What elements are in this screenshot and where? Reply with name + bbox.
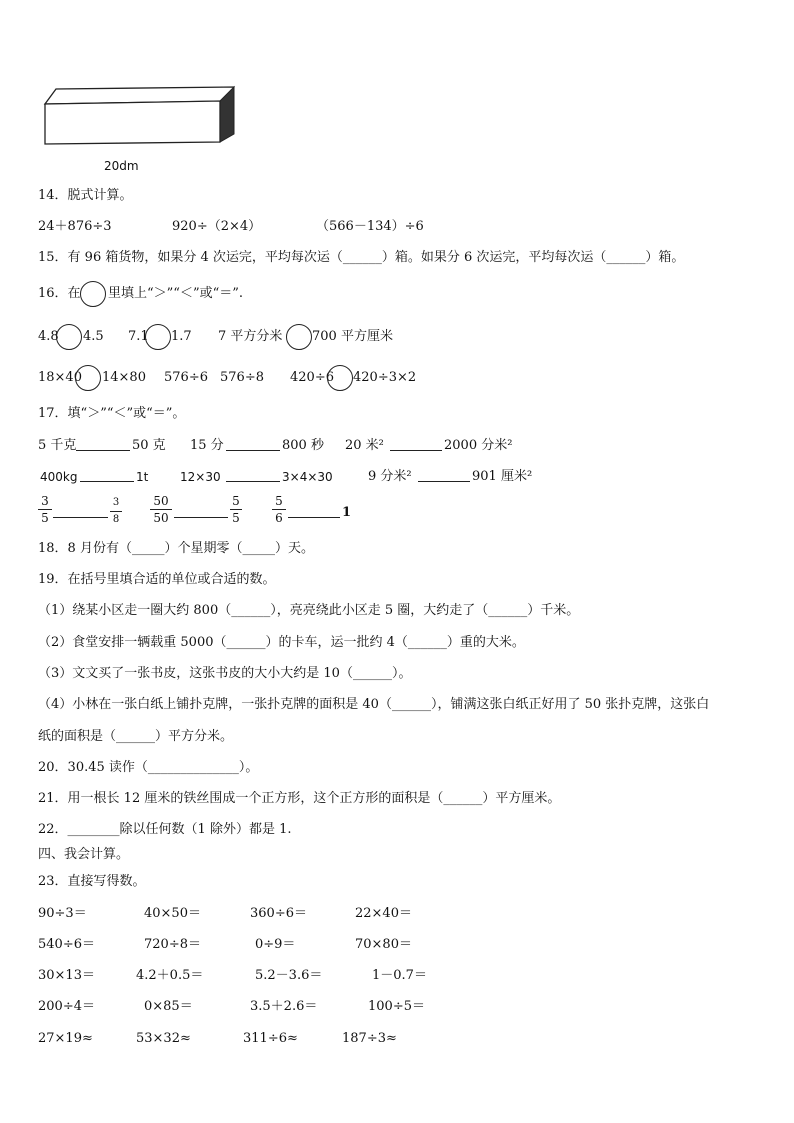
q17-r1-c2-left: 15 分: [190, 438, 224, 453]
q19-title: 19．在括号里填合适的单位或合适的数。: [38, 572, 276, 587]
fraction-bar: [38, 509, 52, 510]
q17-r1-c1-left: 5 千克: [38, 438, 77, 453]
q17-r2-c3-left: 9 分米²: [368, 469, 412, 484]
q14-title: 14．脱式计算。: [38, 188, 133, 203]
q17-title: 17．填“＞”“＜”或“＝”。: [38, 406, 186, 421]
q17-r1-c3-blank: [390, 437, 442, 455]
q17-frac-2b: [230, 494, 242, 525]
fraction-bar: [272, 509, 286, 510]
q17-frac-1-blank: [53, 517, 108, 518]
figure-dimension-label: 20dm: [104, 159, 139, 173]
q23-r5-c3: 311÷6≈: [243, 1031, 298, 1046]
q19-part-3: （3）文文买了一张书皮，这张书皮的大小大约是 10（______）。: [38, 666, 412, 681]
q16-r1-c1-right: 4.5: [83, 329, 104, 344]
q23-r4-c4: 100÷5＝: [368, 999, 425, 1014]
q17-frac-2-blank: [174, 517, 228, 518]
q17-frac-2a: [150, 494, 172, 525]
q17-frac-3-blank: [288, 517, 340, 518]
fraction-bar: [230, 509, 242, 510]
q23-r5-c1: 27×19≈: [38, 1031, 93, 1046]
q23-r3-c1: 30×13＝: [38, 968, 95, 983]
q16-r1-c1-circle[interactable]: [56, 324, 82, 350]
q16-r1-c3-circle[interactable]: [286, 324, 312, 350]
q16-r2-c2-right: 576÷8: [220, 370, 264, 385]
q17-r2-c1-blank: [80, 468, 134, 486]
q17-r1-c2-right: 800 秒: [282, 438, 324, 453]
q15-text: 15．有 96 箱货物，如果分 4 次运完，平均每次运（______）箱。如果分 6 次运完，平均每次运（______）箱。: [38, 250, 685, 265]
q17-r1-c1-blank: [76, 437, 130, 455]
q14-item-2: 920÷（2×4）: [172, 219, 262, 234]
q17-frac-3a: [272, 494, 286, 525]
q23-title: 23．直接写得数。: [38, 874, 146, 889]
q16-r2-c3-circle[interactable]: [327, 365, 353, 391]
q16-prefix: 16．在: [38, 286, 81, 301]
cuboid-figure: [40, 84, 240, 152]
q23-r4-c3: 3.5＋2.6＝: [250, 999, 318, 1014]
fraction-numerator: 3: [112, 497, 120, 508]
q22-text: 22．________除以任何数（1 除外）都是 1.: [38, 822, 292, 837]
q19-part-4b: 纸的面积是（______）平方分米。: [38, 729, 234, 744]
q17-r1-c1-right: 50 克: [132, 438, 166, 453]
q16-r2-c3-left: 420÷6: [290, 370, 334, 385]
fraction-numerator: 5: [232, 494, 240, 508]
fraction-denominator: 5: [232, 511, 240, 525]
section-4-title: 四、我会计算。: [38, 847, 130, 862]
q14-item-3: （566－134）÷6: [316, 219, 424, 234]
q21-text: 21．用一根长 12 厘米的铁丝围成一个正方形，这个正方形的面积是（______）平方厘米。: [38, 791, 561, 806]
q16-r2-c1-left: 18×40: [38, 370, 82, 385]
q14-item-1: 24＋876÷3: [38, 219, 112, 234]
q17-frac-3b: 1: [342, 505, 352, 520]
q23-r5-c4: 187÷3≈: [342, 1031, 397, 1046]
q16-r2-c1-right: 14×80: [102, 370, 146, 385]
q23-r2-c1: 540÷6＝: [38, 937, 95, 952]
q19-part-2: （2）食堂安排一辆载重 5000（______）的卡车，运一批约 4（______）重的大米。: [38, 635, 525, 650]
q16-r1-c1-left: 4.8: [38, 329, 59, 344]
q17-r2-c3-right: 901 厘米²: [472, 469, 533, 484]
q17-r1-c3-left: 20 米²: [345, 438, 384, 453]
q16-r1-c2-right: 1.7: [171, 329, 192, 344]
q23-r3-c2: 4.2＋0.5＝: [136, 968, 204, 983]
q16-r1-c2-circle[interactable]: [145, 324, 171, 350]
q16-r2-c1-circle[interactable]: [75, 365, 101, 391]
q23-r1-c3: 360÷6＝: [250, 906, 307, 921]
fraction-numerator: 5: [275, 494, 283, 508]
fraction-numerator: 50: [153, 494, 169, 508]
q23-r1-c1: 90÷3＝: [38, 906, 87, 921]
q23-r2-c3: 0÷9＝: [255, 937, 296, 952]
q17-frac-1a: [38, 494, 52, 525]
q17-r2-c2-blank: [226, 468, 280, 486]
q17-frac-1b: [110, 496, 122, 527]
q23-r4-c2: 0×85＝: [144, 999, 193, 1014]
q23-r4-c1: 200÷4＝: [38, 999, 95, 1014]
fraction-denominator: 6: [275, 511, 283, 525]
q23-r3-c3: 5.2－3.6＝: [255, 968, 323, 983]
q17-r1-c2-blank: [226, 437, 280, 455]
q23-r2-c2: 720÷8＝: [144, 937, 201, 952]
q16-r2-c2-left: 576÷6: [164, 370, 208, 385]
fraction-numerator: 3: [41, 494, 49, 508]
q19-part-4a: （4）小林在一张白纸上铺扑克牌，一张扑克牌的面积是 40（______），铺满这张白纸正好用了 50 张扑克牌，这张白: [38, 697, 710, 712]
q23-r5-c2: 53×32≈: [136, 1031, 191, 1046]
fraction-bar: [150, 509, 172, 510]
q16-suffix: 里填上“＞”“＜”或“＝”.: [108, 286, 244, 301]
q17-r2-c2-right: 3×4×30: [282, 470, 333, 484]
q17-r2-c3-blank: [418, 468, 470, 486]
q19-part-1: （1）绕某小区走一圈大约 800（______），亮亮绕此小区走 5 圈，大约走了（______）千米。: [38, 603, 580, 618]
q17-r2-c1-left: 400kg: [40, 470, 78, 484]
q20-text: 20．30.45 读作（______________）。: [38, 760, 259, 775]
q16-example-circle: [80, 281, 106, 307]
q17-r2-c1-right: 1t: [136, 470, 149, 484]
fraction-denominator: 8: [112, 514, 120, 525]
fraction-bar: [110, 511, 122, 512]
cuboid-drawing: [40, 84, 240, 152]
q18-text: 18．8 月份有（_____）个星期零（_____）天。: [38, 541, 314, 556]
q23-r2-c4: 70×80＝: [355, 937, 412, 952]
q16-r1-c2-left: 7.1: [128, 329, 149, 344]
fraction-denominator: 50: [153, 511, 169, 525]
q16-r2-c3-right: 420÷3×2: [353, 370, 417, 385]
q16-r1-c3-right: 700 平方厘米: [312, 329, 393, 344]
q23-r3-c4: 1－0.7＝: [372, 968, 427, 983]
fraction-denominator: 5: [41, 511, 49, 525]
q23-r1-c4: 22×40＝: [355, 906, 412, 921]
q17-r2-c2-left: 12×30: [180, 470, 221, 484]
q23-r1-c2: 40×50＝: [144, 906, 201, 921]
q16-r1-c3-left: 7 平方分米: [218, 329, 283, 344]
q17-r1-c3-right: 2000 分米²: [444, 438, 513, 453]
